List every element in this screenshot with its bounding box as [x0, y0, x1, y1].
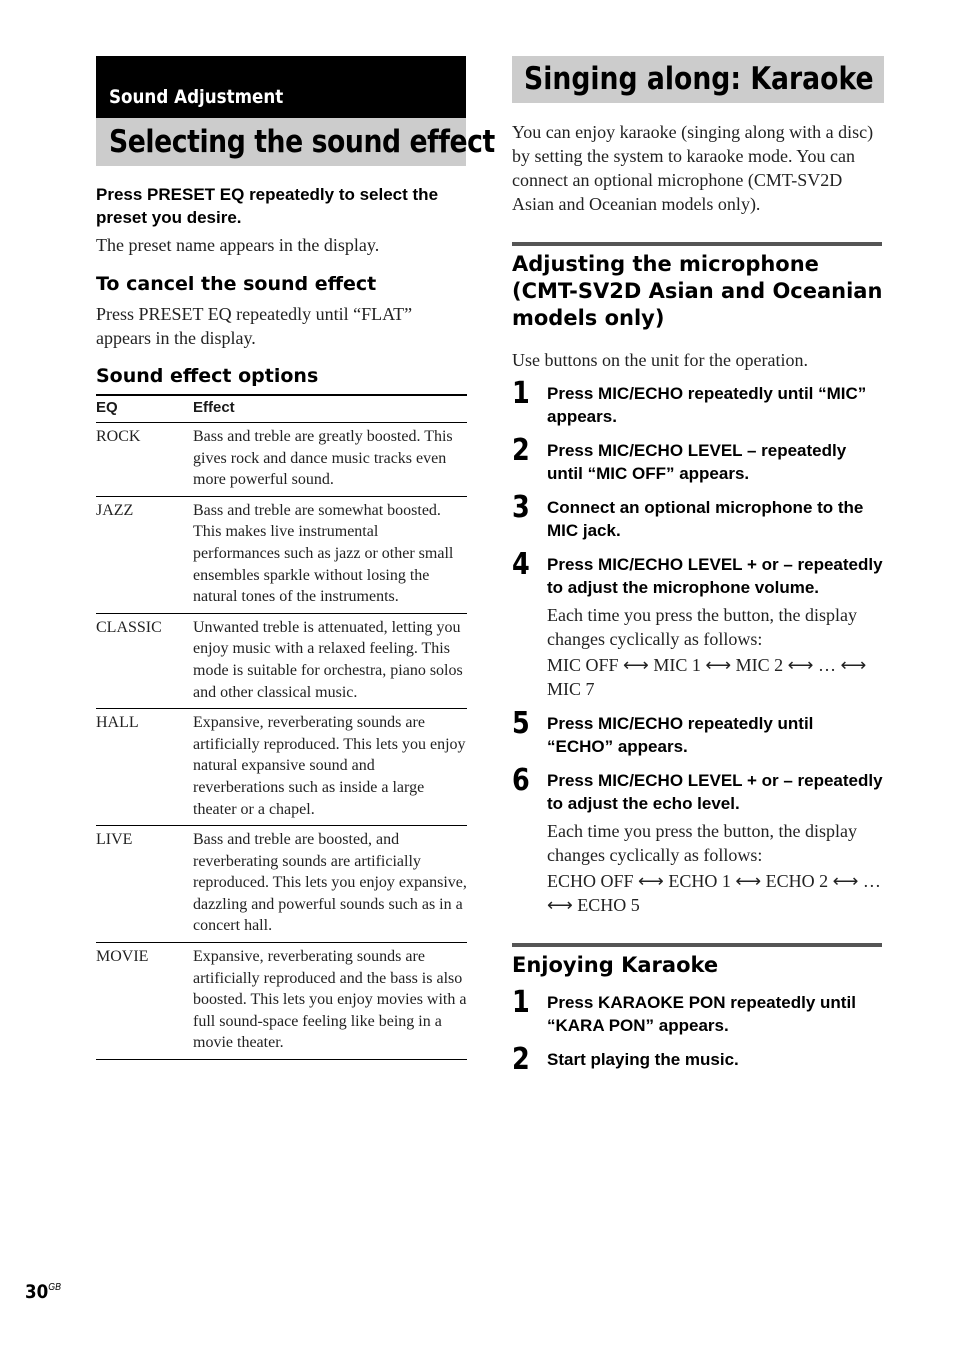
- step-number: 6: [512, 763, 530, 798]
- table-row: [96, 826, 467, 943]
- step-note: Each time you press the button, the display changes cyclically as follows:: [547, 821, 857, 865]
- page-title: Selecting the sound effect: [109, 124, 495, 160]
- karaoke-steps: [512, 985, 884, 1077]
- step: [512, 985, 884, 1037]
- page-number-suffix: GB: [48, 1282, 61, 1293]
- section-divider: [512, 242, 882, 246]
- karaoke-intro: You can enjoy karaoke (singing along with a disc) by setting the system to karaoke mode. You can connect an optional microphone (CMT-SV2D Asian and Oceanian models only).: [512, 122, 874, 214]
- options-heading: Sound effect options: [96, 365, 319, 387]
- table-row: [96, 943, 467, 1060]
- table-cell-effect: Bass and treble are somewhat boosted. This makes live instrumental performances such as jazz or other small ensembles sparkle without losing the natural tones of the instruments.: [193, 496, 467, 613]
- step: [512, 490, 884, 542]
- left-column: [96, 56, 495, 1060]
- sound-effect-table: [96, 394, 467, 1060]
- karaoke-title-box: [512, 56, 884, 103]
- step-number: 2: [512, 1042, 530, 1077]
- table-header-effect: Effect: [193, 395, 467, 423]
- step-text: Press MIC/ECHO LEVEL – repeatedly until “MIC OFF” appears.: [547, 441, 847, 483]
- preset-note: The preset name appears in the display.: [96, 235, 380, 255]
- step: [512, 547, 884, 701]
- table-cell-eq: LIVE: [96, 826, 193, 943]
- karaoke-heading: Enjoying Karaoke: [512, 953, 719, 977]
- step-text: Press MIC/ECHO repeatedly until “MIC” appears.: [547, 384, 867, 426]
- cancel-heading: To cancel the sound effect: [96, 273, 377, 295]
- step-number: 3: [512, 490, 530, 525]
- right-column: [512, 56, 884, 1077]
- step-text: Press KARAOKE PON repeatedly until “KARA PON” appears.: [547, 993, 856, 1035]
- step-text: Connect an optional microphone to the MIC jack.: [547, 498, 864, 540]
- table-cell-eq: HALL: [96, 709, 193, 826]
- step: [512, 433, 884, 485]
- table-cell-effect: Bass and treble are greatly boosted. This gives rock and dance music tracks even more powerful sound.: [193, 423, 467, 497]
- table-row: [96, 496, 467, 613]
- step-cycle: MIC OFF ⟷ MIC 1 ⟷ MIC 2 ⟷ … ⟷ MIC 7: [547, 655, 867, 699]
- step-text: Press MIC/ECHO LEVEL + or – repeatedly to adjust the echo level.: [547, 771, 883, 813]
- table-cell-eq: MOVIE: [96, 943, 193, 1060]
- karaoke-title: Singing along: Karaoke: [524, 61, 874, 97]
- step-note: Each time you press the button, the display changes cyclically as follows:: [547, 605, 857, 649]
- table-cell-effect: Unwanted treble is attenuated, letting you enjoy music with a relaxed feeling. This mode is suitable for orchestra, piano solos and other classical music.: [193, 613, 467, 708]
- table-header-eq: EQ: [96, 395, 193, 423]
- table-cell-eq: JAZZ: [96, 496, 193, 613]
- step: [512, 706, 884, 758]
- mic-steps: [512, 376, 884, 917]
- section-label: Sound Adjustment: [109, 86, 284, 108]
- step: [512, 763, 884, 917]
- step-number: 2: [512, 433, 530, 468]
- mic-note: Use buttons on the unit for the operation.: [512, 350, 808, 370]
- cancel-text: Press PRESET EQ repeatedly until “FLAT” appears in the display.: [96, 304, 413, 348]
- step-cycle: ECHO OFF ⟷ ECHO 1 ⟷ ECHO 2 ⟷ … ⟷ ECHO 5: [547, 871, 881, 915]
- section-divider: [512, 943, 882, 947]
- step-number: 1: [512, 985, 530, 1020]
- step-number: 5: [512, 706, 530, 741]
- table-row: [96, 709, 467, 826]
- table-cell-effect: Expansive, reverberating sounds are artificially reproduced. This lets you enjoy natural expansive sound and reverberations such as inside a large theater or a chapel.: [193, 709, 467, 826]
- table-row: [96, 423, 467, 497]
- section-bar: [96, 56, 466, 118]
- table-cell-eq: CLASSIC: [96, 613, 193, 708]
- table-cell-effect: Expansive, reverberating sounds are artificially reproduced and the bass is also boosted. This lets you enjoy movies with a full sound-space feeling like being in a movie theater.: [193, 943, 467, 1060]
- step-text: Press MIC/ECHO LEVEL + or – repeatedly to adjust the microphone volume.: [547, 555, 883, 597]
- instruction-text: Press PRESET EQ repeatedly to select the preset you desire.: [96, 185, 439, 227]
- mic-heading: Adjusting the microphone (CMT-SV2D Asian and Oceanian models only): [512, 252, 883, 330]
- step: [512, 1042, 884, 1077]
- table-header-row: [96, 395, 467, 423]
- page-number-value: 30: [25, 1281, 49, 1303]
- step-number: 1: [512, 376, 530, 411]
- page-number: [25, 1281, 61, 1303]
- step: [512, 376, 884, 428]
- table-row: [96, 613, 467, 708]
- page-title-box: [96, 118, 495, 166]
- table-cell-eq: ROCK: [96, 423, 193, 497]
- table-cell-effect: Bass and treble are boosted, and reverberating sounds are artificially reproduced. This lets you enjoy expansive, dazzling and powerful sounds such as in a concert hall.: [193, 826, 467, 943]
- step-number: 4: [512, 547, 530, 582]
- step-text: Press MIC/ECHO repeatedly until “ECHO” appears.: [547, 714, 814, 756]
- step-text: Start playing the music.: [547, 1050, 739, 1069]
